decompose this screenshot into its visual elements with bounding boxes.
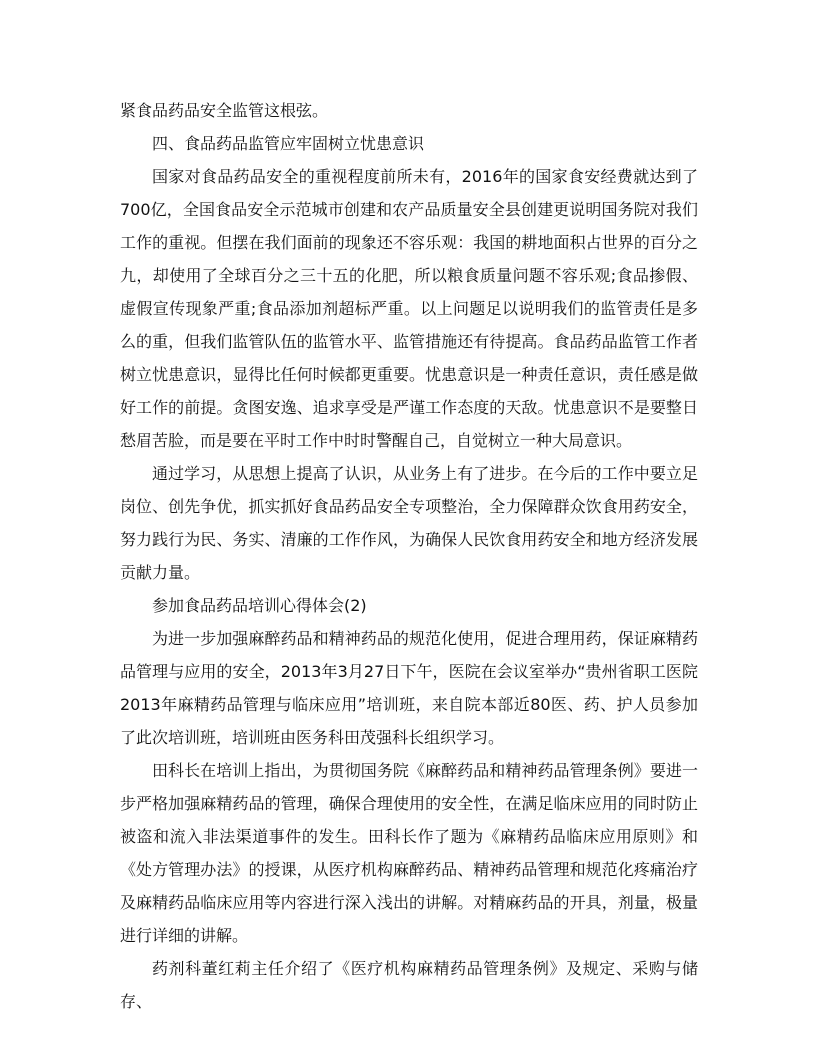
article-title: 参加食品药品培训心得体会(2) [152, 596, 367, 615]
paragraph: 为进一步加强麻醉药品和精神药品的规范化使用，促进合理用药，保证麻精药品管理与应用的安全，2013年3月27日下午，医院在会议室举办“贵州省职工医院2013年麻精药品管理与临床应用”培训班，来自院本部近80医、药、护人员参加了此次培训班，培训班由医务科田茂强科长组织学习。 [120, 629, 698, 747]
paragraph-continuation: 紧食品药品安全监管这根弦。 [120, 101, 329, 120]
section-heading: 四、食品药品监管应牢固树立忧患意识 [152, 134, 425, 153]
paragraph: 田科长在培训上指出，为贯彻国务院《麻醉药品和精神药品管理条例》要进一步严格加强麻精药品的管理，确保合理使用的安全性，在满足临床应用的同时防止被盗和流入非法渠道事件的发生。田科长作了题为《麻精药品临床应用原则》和《处方管理办法》的授课，从医疗机构麻醉药品、精神药品管理和规范化疼痛治疗及麻精药品临床应用等内容进行深入浅出的讲解。对精麻药品的开具，剂量，极量进行详细的讲解。 [120, 761, 698, 945]
paragraph: 通过学习，从思想上提高了认识，从业务上有了进步。在今后的工作中要立足岗位、创先争优，抓实抓好食品药品安全专项整治，全力保障群众饮食用药安全，努力践行为民、务实、清廉的工作作风，为确保人民饮食用药安全和地方经济发展贡献力量。 [120, 464, 698, 582]
paragraph: 国家对食品药品安全的重视程度前所未有，2016年的国家食安经费就达到了700亿，全国食品安全示范城市创建和农产品质量安全县创建更说明国务院对我们工作的重视。但摆在我们面前的现象还不容乐观：我国的耕地面积占世界的百分之九，却使用了全球百分之三十五的化肥，所以粮食质量问题不容乐观;食品掺假、虚假宣传现象严重;食品添加剂超标严重。以上问题足以说明我们的监管责任是多么的重，但我们监管队伍的监管水平、监管措施还有待提高。食品药品监管工作者树立忧患意识，显得比任何时候都更重要。忧患意识是一种责任意识，责任感是做好工作的前提。贪图安逸、追求享受是严谨工作态度的天敌。忧患意识不是要整日愁眉苦脸，而是要在平时工作中时时警醒自己，自觉树立一种大局意识。 [120, 167, 698, 450]
paragraph: 药剂科董红莉主任介绍了《医疗机构麻精药品管理条例》及规定、采购与储存、 [120, 959, 698, 1011]
document-page [120, 94, 698, 1018]
